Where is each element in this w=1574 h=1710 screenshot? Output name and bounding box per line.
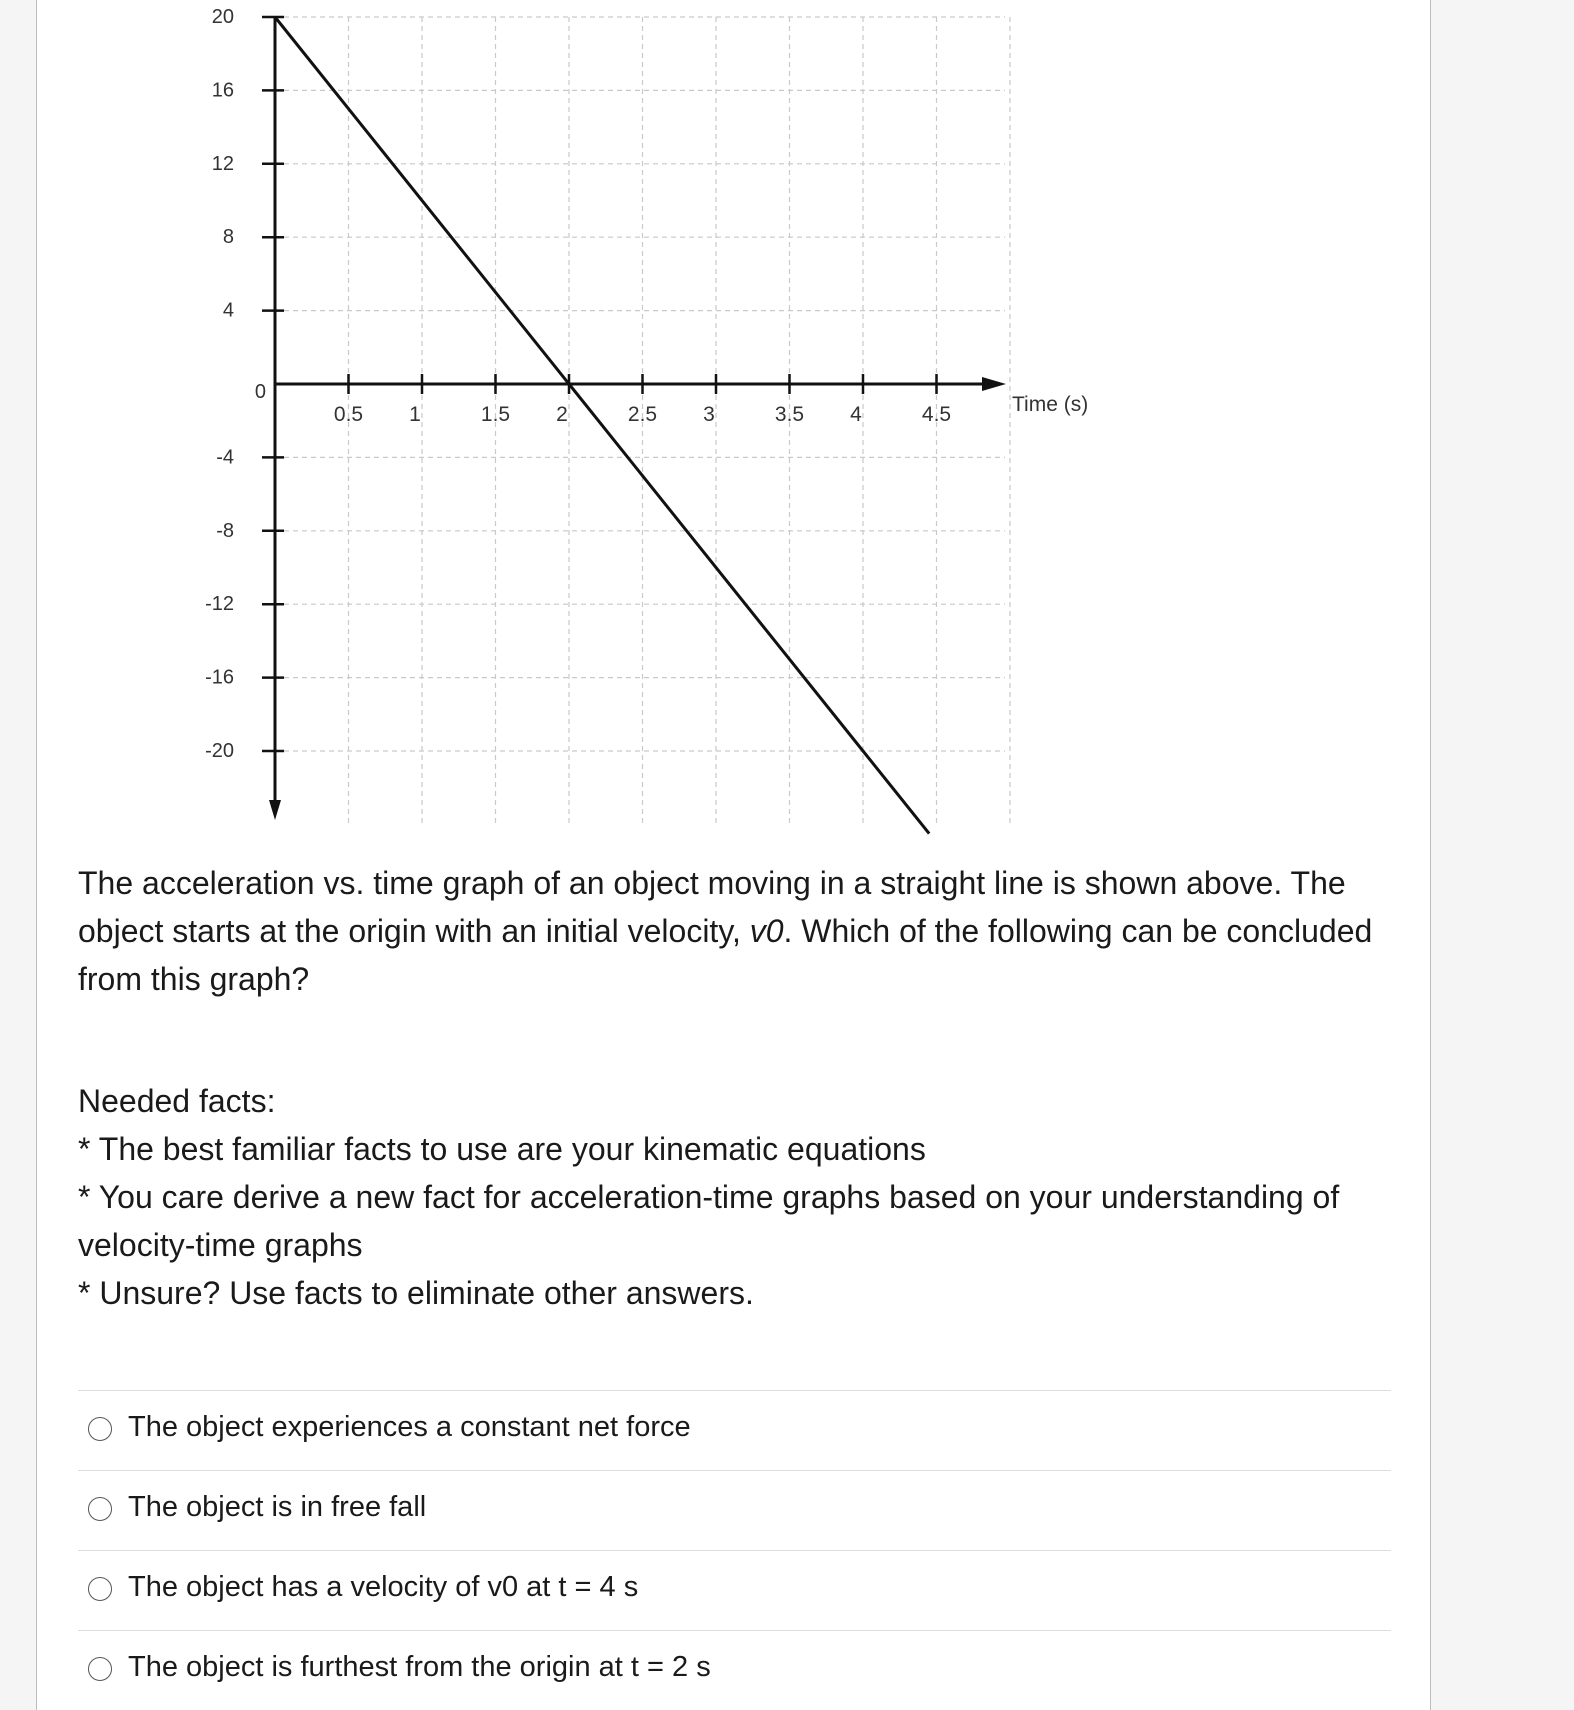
- answer-options: [78, 1390, 1391, 1710]
- x-tick-label: 3.5: [774, 403, 805, 426]
- option-label: The object experiences a constant net force: [128, 1411, 691, 1443]
- acceleration-time-chart: [0, 0, 1574, 850]
- answer-option-4[interactable]: [78, 1630, 1391, 1710]
- x-tick-label: 1: [409, 403, 421, 426]
- radio-button[interactable]: [88, 1657, 112, 1681]
- answer-option-3[interactable]: [78, 1550, 1391, 1630]
- fact-item: * You care derive a new fact for acceleration-time graphs based on your understanding of velocity-time graphs: [78, 1179, 1340, 1263]
- y-tick-label: -20: [205, 740, 234, 762]
- y-tick-label: 8: [222, 226, 234, 249]
- acceleration-series-line: [275, 17, 929, 834]
- y-tick-label: 0: [254, 381, 266, 403]
- x-axis-label: Time (s): [1012, 393, 1089, 416]
- option-label: The object is in free fall: [128, 1491, 427, 1523]
- question-text-after: . Which of the following can be concluded from this graph?: [78, 913, 1373, 997]
- y-tick-label: 12: [211, 152, 234, 175]
- option-label: The object is furthest from the origin at t = 2 s: [128, 1651, 711, 1683]
- fact-item: * Unsure? Use facts to eliminate other answers.: [78, 1275, 754, 1311]
- v0-symbol: v0: [749, 913, 784, 949]
- y-tick-label: -12: [205, 593, 234, 616]
- question-text: [78, 859, 1388, 1003]
- radio-button[interactable]: [88, 1577, 112, 1601]
- answer-option-1[interactable]: [78, 1390, 1391, 1470]
- y-tick-label: 16: [211, 79, 234, 102]
- needed-facts: [78, 1077, 1388, 1317]
- radio-button[interactable]: [88, 1497, 112, 1521]
- x-tick-label: 2: [556, 403, 568, 426]
- x-tick-label: 0.5: [333, 403, 364, 426]
- y-tick-label: 4: [222, 299, 234, 322]
- x-tick-label: 4: [850, 403, 862, 426]
- radio-button[interactable]: [88, 1417, 112, 1441]
- x-tick-label: 4.5: [921, 403, 952, 426]
- y-tick-label: -4: [216, 446, 234, 469]
- x-tick-label: 3: [703, 403, 715, 426]
- y-axis-arrow-icon: [269, 800, 281, 820]
- x-tick-label: 2.5: [627, 403, 658, 426]
- x-tick-label: 1.5: [480, 403, 511, 426]
- y-tick-label: 20: [211, 6, 234, 28]
- option-label: The object has a velocity of v0 at t = 4 s: [128, 1571, 639, 1603]
- facts-heading: Needed facts:: [78, 1083, 276, 1119]
- y-tick-label: -16: [205, 666, 234, 689]
- question-text-before: The acceleration vs. time graph of an object moving in a straight line is shown above. The object starts at the origin with an initial velocity,: [78, 865, 1346, 949]
- y-tick-label: -8: [216, 519, 234, 542]
- answer-option-2[interactable]: [78, 1470, 1391, 1550]
- x-axis-arrow-icon: [982, 377, 1006, 391]
- fact-item: * The best familiar facts to use are your kinematic equations: [78, 1131, 926, 1167]
